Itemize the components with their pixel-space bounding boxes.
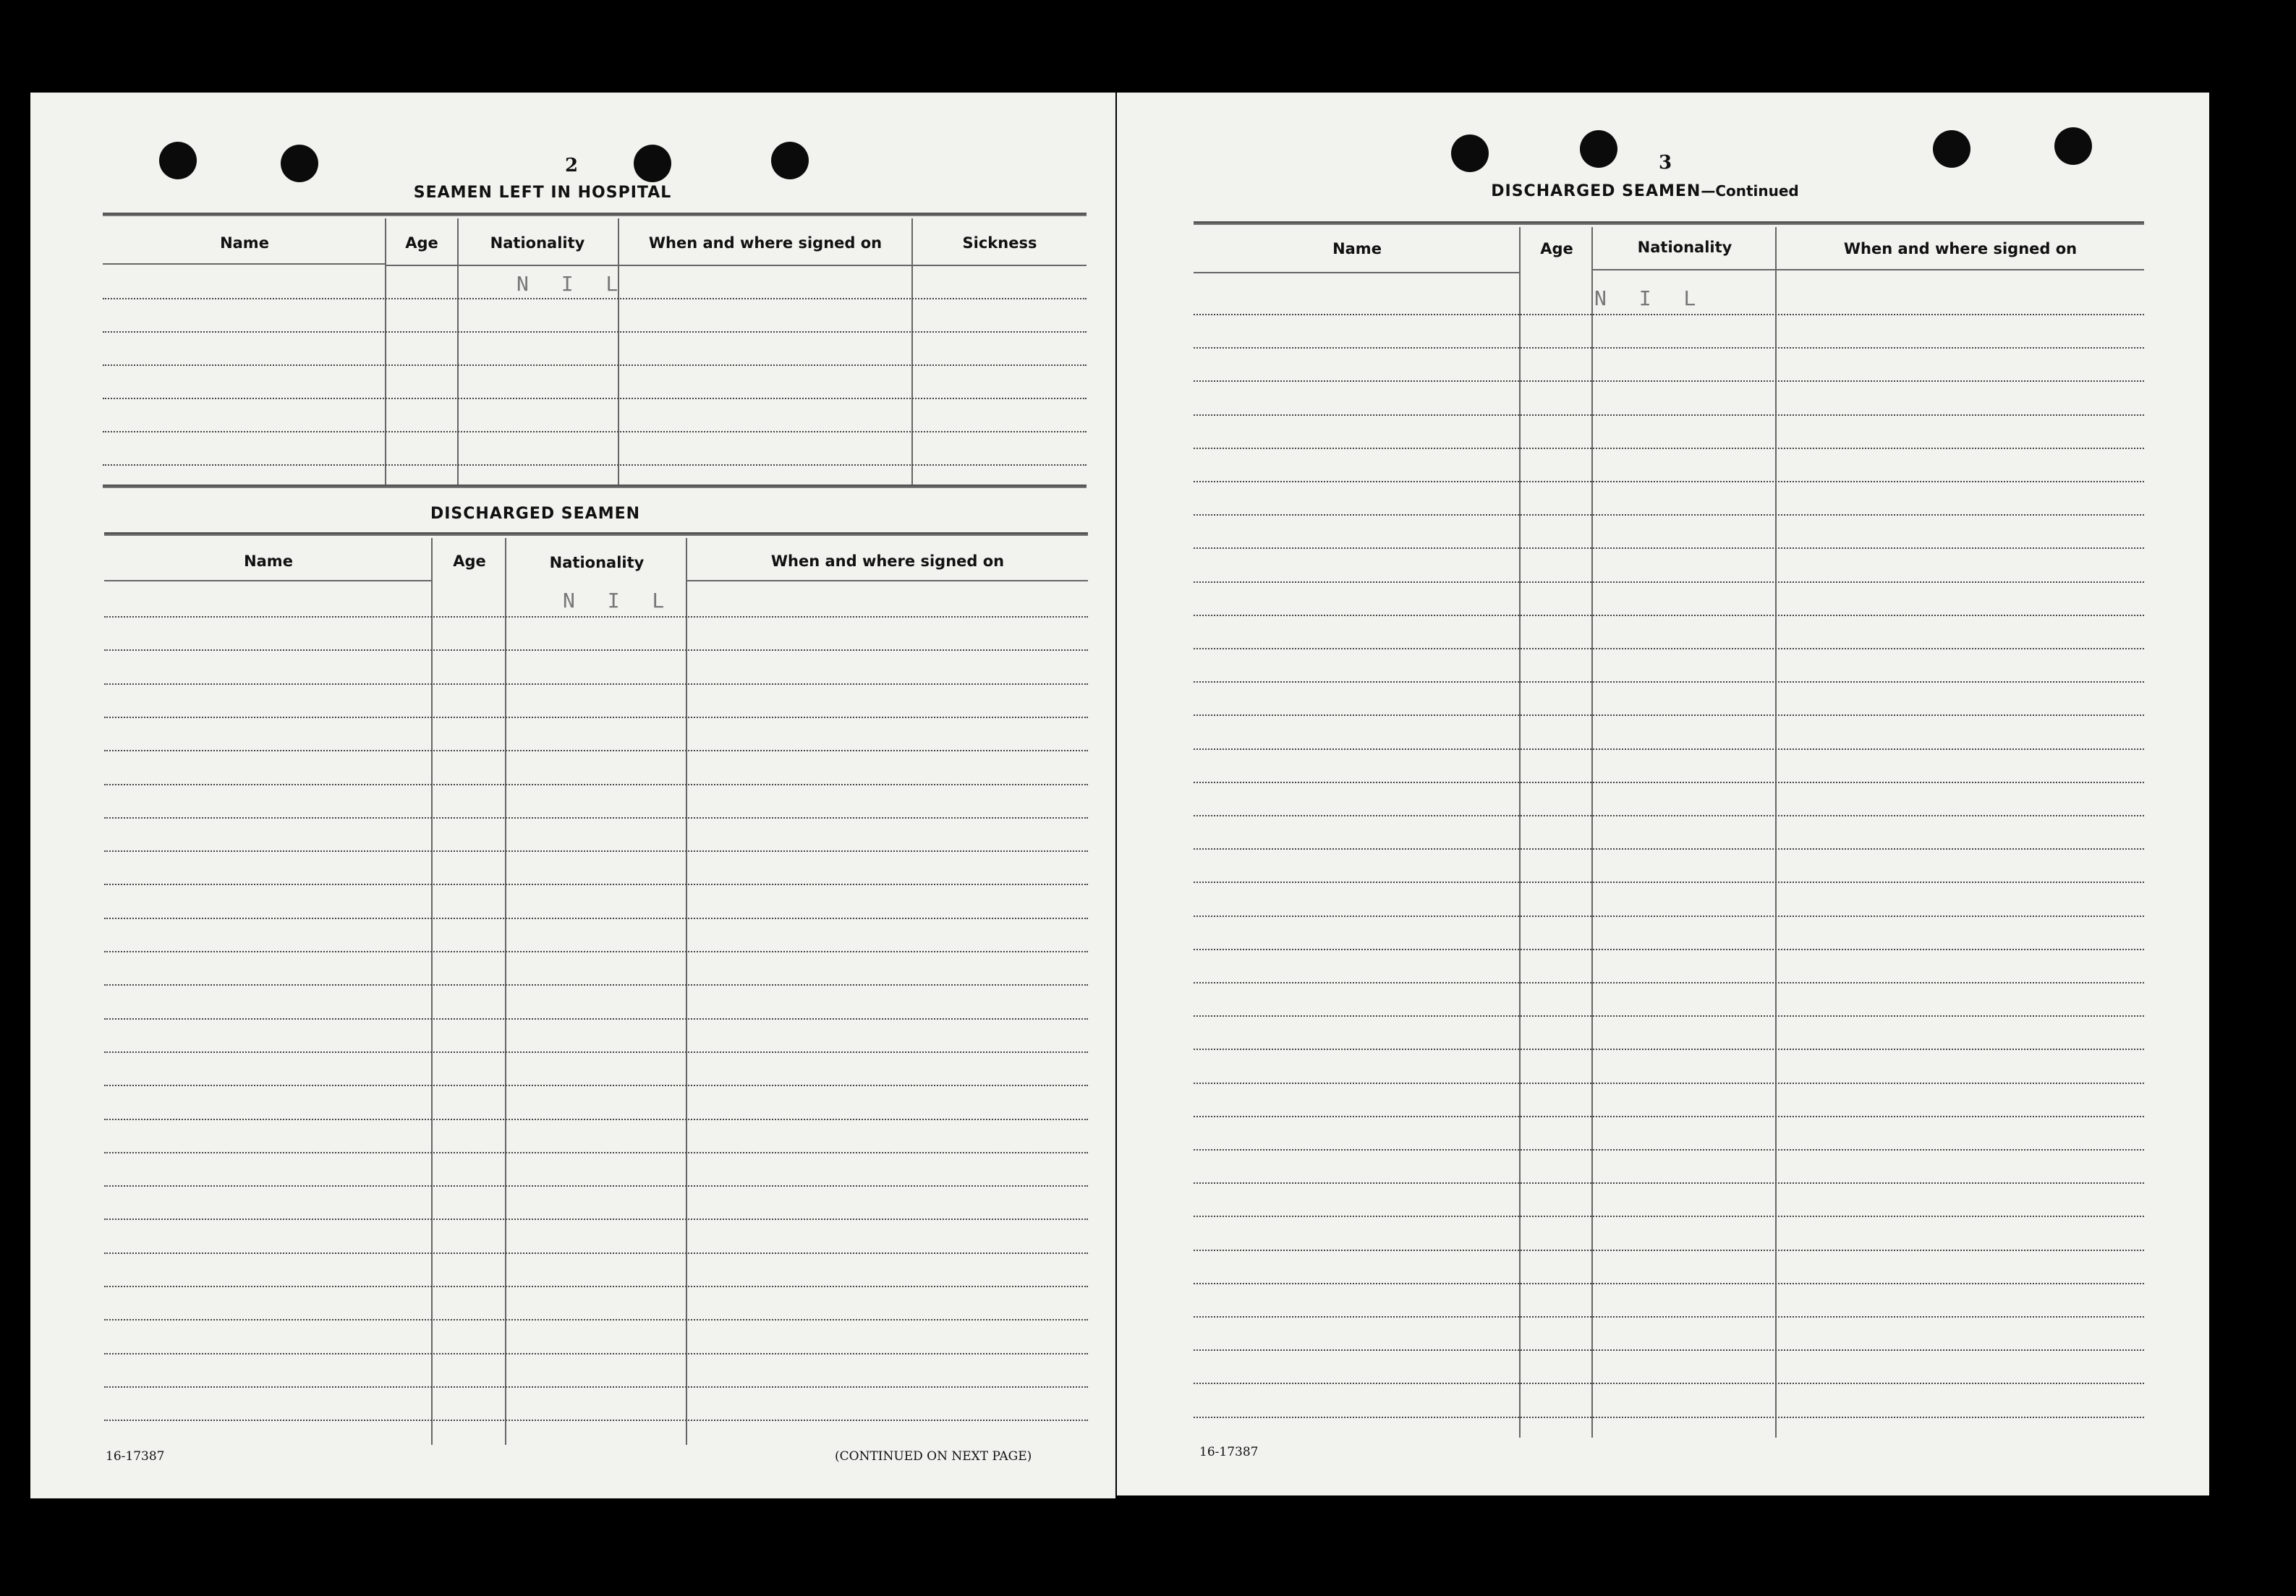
punch-hole [2054, 127, 2092, 165]
ruled-row-line [1194, 1182, 2144, 1184]
ruled-row-line [1194, 782, 2144, 783]
nil-entry: N I L [516, 272, 629, 296]
form-number: 16-17387 [106, 1449, 165, 1464]
ruled-row-line [104, 1085, 1088, 1086]
ruled-row-line [104, 1018, 1088, 1020]
ruled-row-line [104, 984, 1088, 986]
ruled-row-line [1194, 1283, 2144, 1284]
ruled-row-line [104, 616, 1088, 618]
discharged-continued-table [1194, 221, 2144, 1451]
ruled-row-line [1194, 1049, 2144, 1050]
ruled-row-line [1194, 1149, 2144, 1151]
column-header-age: Age [453, 552, 486, 570]
ruled-row-line [104, 850, 1088, 852]
ruled-row-line [1194, 314, 2144, 315]
ruled-row-line [1194, 648, 2144, 649]
punch-hole [771, 142, 809, 179]
punch-hole [634, 145, 671, 182]
ruled-row-line [1194, 481, 2144, 482]
ruled-row-line [1194, 916, 2144, 917]
punch-hole [281, 145, 318, 182]
ruled-row-line [1194, 1316, 2144, 1318]
ruled-row-line [104, 1051, 1088, 1053]
ruled-row-line [1194, 815, 2144, 816]
ruled-row-line [1194, 748, 2144, 750]
ruled-row-line [1194, 882, 2144, 883]
nil-entry: N I L [563, 589, 675, 613]
ruled-row-line [104, 683, 1088, 685]
column-header-sickness: Sickness [962, 234, 1037, 252]
ruled-row-line [104, 884, 1088, 885]
punch-hole [1580, 130, 1617, 168]
ruled-row-line [1194, 848, 2144, 850]
ruled-row-line [1194, 547, 2144, 549]
discharged-continued-title [1457, 182, 1833, 200]
ruled-row-line [104, 1119, 1088, 1120]
ruled-row-line [104, 784, 1088, 785]
discharged-section-title: DISCHARGED SEAMEN [430, 505, 641, 523]
ruled-row-line [1194, 1417, 2144, 1418]
ruled-row-line [1194, 1349, 2144, 1351]
column-header-nationality: Nationality [1637, 239, 1732, 256]
ruled-row-line [104, 817, 1088, 819]
ruled-row-line [1194, 448, 2144, 449]
ruled-row-line [104, 1319, 1088, 1320]
punch-hole [1451, 135, 1489, 172]
ruled-row-line [104, 750, 1088, 751]
discharged-table [104, 532, 1088, 1451]
page-number: 2 [564, 155, 579, 176]
ruled-row-line [1194, 347, 2144, 349]
section-title-suffix: —Continued [1701, 182, 1799, 200]
ruled-row-line [104, 717, 1088, 718]
ruled-row-line [1194, 1383, 2144, 1384]
ruled-row-line [104, 1386, 1088, 1388]
ruled-row-line [1194, 982, 2144, 983]
ruled-row-line [1194, 1015, 2144, 1017]
ruled-row-line [104, 1353, 1088, 1354]
column-header-age: Age [1540, 240, 1573, 257]
ruled-row-line [104, 1152, 1088, 1153]
ruled-row-line [104, 649, 1088, 651]
nil-entry: N I L [1594, 286, 1706, 310]
ruled-row-line [104, 1286, 1088, 1287]
column-header-name: Name [244, 552, 293, 570]
column-header-when-where-signed-on: When and where signed on [648, 234, 883, 252]
form-number: 16-17387 [1199, 1445, 1259, 1459]
ruled-row-line [1194, 1216, 2144, 1217]
continued-note: (CONTINUED ON NEXT PAGE) [835, 1449, 1032, 1464]
ruled-row-line [1194, 414, 2144, 416]
ruled-row-line [104, 1185, 1088, 1187]
hospital-table [103, 213, 1087, 581]
ruled-row-line [1194, 714, 2144, 716]
punch-hole [159, 142, 197, 179]
ruled-row-line [104, 1219, 1088, 1220]
right-page [1117, 93, 2209, 1495]
section-title-main: DISCHARGED SEAMEN [1491, 182, 1701, 200]
left-page [30, 93, 1115, 1498]
column-header-nationality: Nationality [490, 234, 585, 252]
ruled-row-line [104, 1420, 1088, 1421]
column-header-name: Name [220, 234, 269, 252]
ruled-row-line [1194, 615, 2144, 616]
ruled-row-line [1194, 1250, 2144, 1251]
ruled-row-line [1194, 681, 2144, 683]
ruled-row-line [104, 951, 1088, 952]
ruled-row-line [1194, 949, 2144, 950]
ruled-row-line [1194, 514, 2144, 516]
hospital-section-title: SEAMEN LEFT IN HOSPITAL [413, 184, 672, 202]
column-header-when-where-signed-on: When and where signed on [770, 552, 1005, 570]
punch-hole [1933, 130, 1970, 168]
ruled-row-line [104, 918, 1088, 919]
column-header-when-where-signed-on: When and where signed on [1843, 240, 2078, 257]
ruled-row-line [104, 1253, 1088, 1254]
column-header-nationality: Nationality [549, 554, 645, 571]
ruled-row-line [1194, 1116, 2144, 1117]
column-header-name: Name [1332, 240, 1382, 257]
ruled-row-line [1194, 380, 2144, 382]
ruled-row-line [1194, 1083, 2144, 1084]
page-number: 3 [1658, 152, 1672, 174]
column-header-age: Age [405, 234, 438, 252]
ruled-row-line [1194, 581, 2144, 583]
